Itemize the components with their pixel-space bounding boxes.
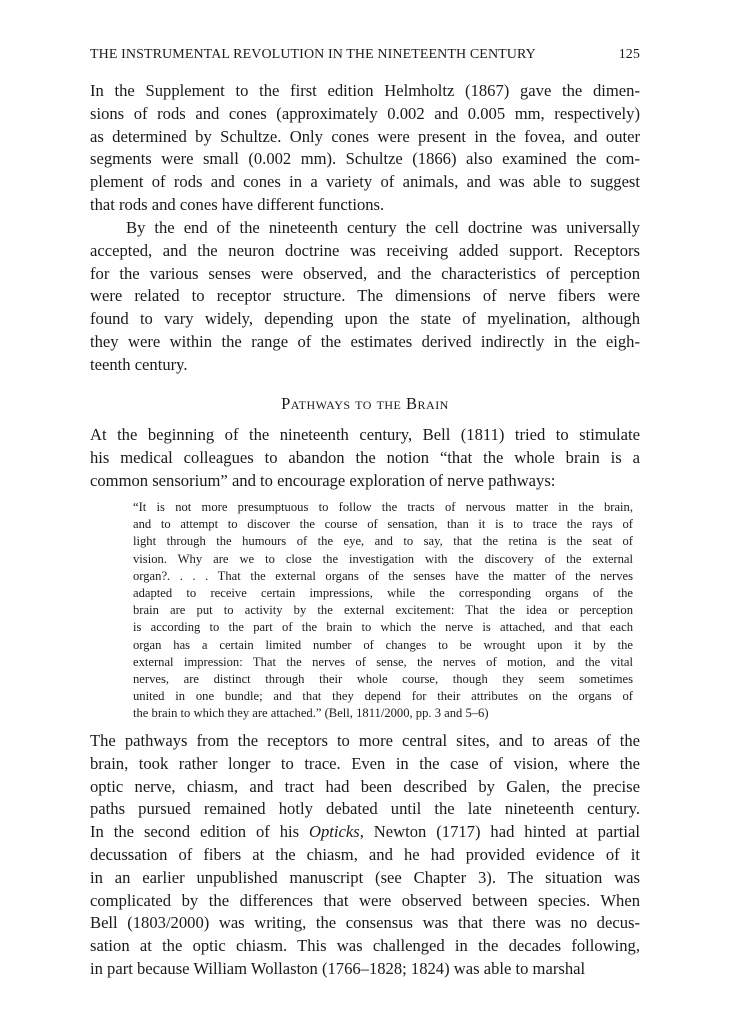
text-line: plement of rods and cones in a variety of animals, and was able to suggest xyxy=(90,172,640,192)
text-line: sation at the optic chiasm. This was challenged in the decades following, xyxy=(90,936,640,956)
text-line: his medical colleagues to abandon the notion “that the whole brain is a xyxy=(90,447,640,467)
text-line: that rods and cones have different functions. xyxy=(90,194,385,214)
text-line: brain, took rather longer to trace. Even in the case of vision, where the xyxy=(90,753,640,773)
text-line: segments were small (0.002 mm). Schultze (1866) also examined the com- xyxy=(90,149,640,169)
text-line: By the end of the nineteenth century the cell doctrine was universally xyxy=(126,218,640,237)
text-line: At the beginning of the nineteenth century, Bell (1811) tried to stimulate xyxy=(90,425,640,444)
quote-line: external impression: That the nerves of sense, the nerves of motion, and the vital xyxy=(133,654,633,669)
quote-line: nerves, are distinct through their whole course, though they seem sometimes xyxy=(133,671,633,686)
text-line: in part because William Wollaston (1766–1828; 1824) was able to marshal xyxy=(90,958,586,978)
text-line: decussation of fibers at the chiasm, and he had provided evidence of it xyxy=(90,844,640,864)
section-heading: Pathways to the Brain xyxy=(281,394,449,413)
text-line: In the Supplement to the first edition Helmholtz (1867) gave the dimen- xyxy=(90,81,640,100)
quote-line: adapted to receive certain impressions, while the corresponding organs of the xyxy=(133,585,633,600)
quote-line: light through the humours of the eye, and to say, that the retina is the seat of xyxy=(133,534,633,549)
running-header xyxy=(90,47,640,63)
text-line: accepted, and the neuron doctrine was receiving added support. Receptors xyxy=(90,240,640,260)
quote-line: “It is not more presumptuous to follow the tracts of nervous matter in the brain, xyxy=(133,500,633,514)
text-line: In the second edition of his Opticks, Newton (1717) had hinted at partial xyxy=(90,822,640,842)
quote-line: and to attempt to discover the course of sensation, than it is to trace the rays of xyxy=(133,517,633,532)
text-line: as determined by Schultze. Only cones were present in the fovea, and outer xyxy=(90,126,640,146)
paragraph-4 xyxy=(90,730,640,981)
text-line: complicated by the differences that were observed between species. When xyxy=(90,890,640,910)
page-number: 125 xyxy=(618,47,640,62)
quote-line: organ has a certain limited number of changes to be wrought upon it by the xyxy=(133,637,633,652)
quote-line: brain are put to activity by the external excitement: That the idea or perception xyxy=(133,603,633,618)
quote-line: united in one bundle; and that they depend for their attributes on the organs of xyxy=(133,689,633,704)
text-line: sions of rods and cones (approximately 0.002 and 0.005 mm, respectively) xyxy=(90,103,640,123)
text-line: teenth century. xyxy=(90,354,188,374)
text-line: common sensorium” and to encourage exploration of nerve pathways: xyxy=(90,470,556,490)
text-line: Bell (1803/2000) was writing, the consensus was that there was no decus- xyxy=(90,913,640,933)
quote-line: organ?. . . . That the external organs of the senses have the matter of the nerves xyxy=(133,568,633,583)
text-line: for the various senses were observed, and the characteristics of perception xyxy=(90,263,640,283)
paragraph-2 xyxy=(90,217,640,377)
text-line: they were within the range of the estimates derived indirectly in the eigh- xyxy=(90,331,640,351)
quote-line: vision. Why are we to close the investigation with the discovery of the external xyxy=(133,551,633,566)
text-line: found to vary widely, depending upon the state of myelination, although xyxy=(90,309,640,329)
text-line: optic nerve, chiasm, and tract had been described by Galen, the precise xyxy=(90,776,640,796)
quote-line: the brain to which they are attached.” (Bell, 1811/2000, pp. 3 and 5–6) xyxy=(133,706,489,721)
text-line: were related to receptor structure. The dimensions of nerve fibers were xyxy=(90,286,640,306)
paragraph-1 xyxy=(90,80,640,217)
paragraph-3 xyxy=(90,424,640,492)
text-line: The pathways from the receptors to more central sites, and to areas of the xyxy=(90,731,640,750)
text-line: paths pursued remained hotly debated until the late nineteenth century. xyxy=(90,799,640,819)
block-quote xyxy=(133,499,633,722)
quote-line: is according to the part of the brain to which the nerve is attached, and that each xyxy=(133,620,633,635)
text-line: in an earlier unpublished manuscript (see Chapter 3). The situation was xyxy=(90,867,640,887)
running-title: THE INSTRUMENTAL REVOLUTION IN THE NINETEENTH CENTURY xyxy=(90,47,536,62)
